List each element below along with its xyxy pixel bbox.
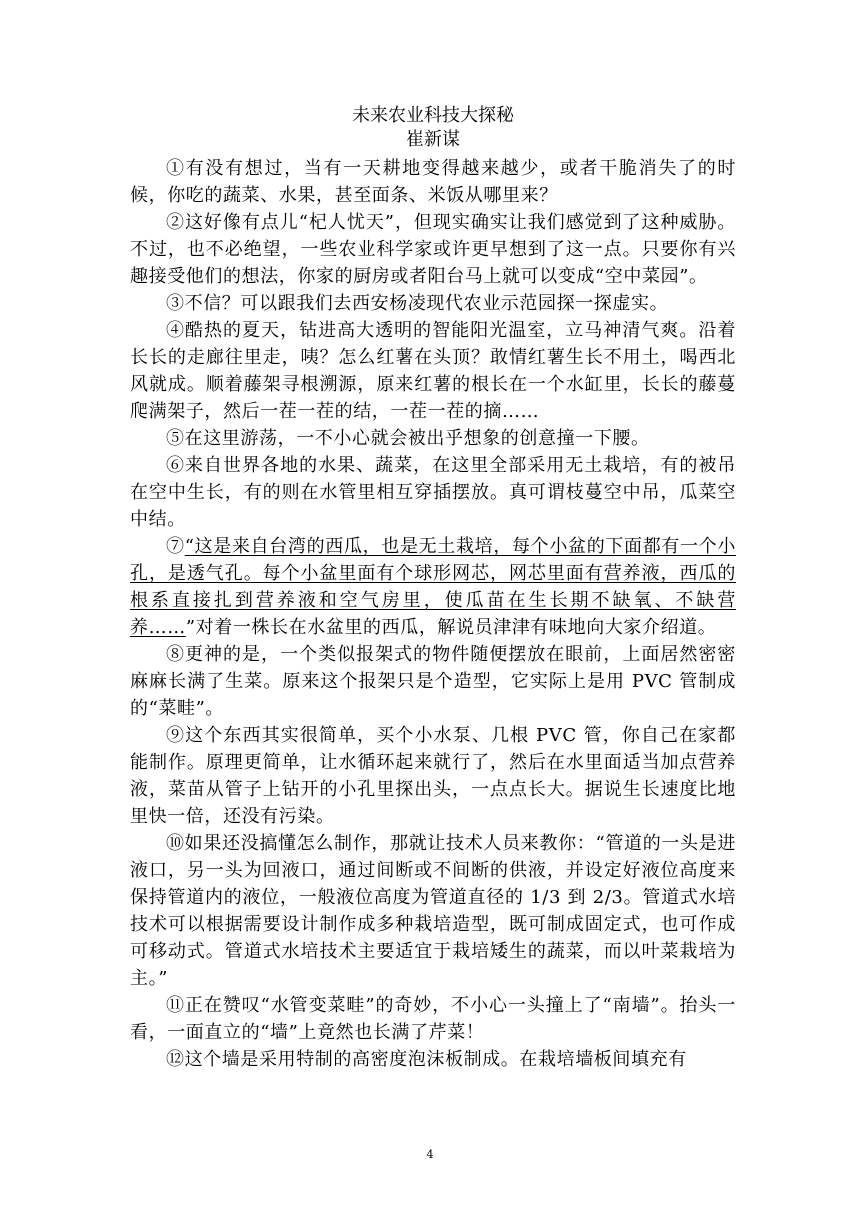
- paragraph-3: ③不信？可以跟我们去西安杨凌现代农业示范园探一探虚实。: [166, 293, 669, 314]
- paragraph-6: ⑥来自世界各地的水果、蔬菜，在这里全部采用无土栽培，有的被吊在空中生长，有的则在水管里相互穿插摆放。真可谓枝蔓空中吊，瓜菜空中结。: [130, 455, 736, 530]
- paragraph-7: [130, 533, 736, 641]
- paragraph-5: ⑤在这里游荡，一不小心就会被出乎想象的创意撞一下腰。: [166, 428, 650, 449]
- page-number: 4: [426, 1148, 434, 1161]
- article-author: 崔新谋: [406, 129, 460, 150]
- paragraph-7-rest: ”对着一株长在水盆里的西瓜，解说员津津有味地向大家介绍道。: [185, 617, 717, 638]
- article-title: 未来农业科技大探秘: [352, 105, 514, 126]
- paragraph-8: ⑧更神的是，一个类似报架式的物件随便摆放在眼前，上面居然密密麻麻长满了生菜。原来这个报架只是个造型，它实际上是用 PVC 管制成的“菜畦”。: [130, 644, 736, 719]
- paragraph-4: ④酷热的夏天，钻进高大透明的智能阳光温室，立马神清气爽。沿着长长的走廊往里走，咦？怎么红薯在头顶？敢情红薯生长不用土，喝西北风就成。顺着藤架寻根溯源，原来红薯的根长在一个水缸里，长长的藤蔓爬满架子，然后一茬一茬的结，一茬一茬的摘……: [130, 320, 736, 422]
- paragraph-1: ①有没有想过，当有一天耕地变得越来越少，或者干脆消失了的时候，你吃的蔬菜、水果，甚至面条、米饭从哪里来？: [130, 158, 736, 206]
- paragraph-7-number: ⑦: [166, 536, 185, 557]
- paragraph-7-underlined-quote: “这是来自台湾的西瓜，也是无土栽培，每个小盆的下面都有一个小孔，是透气孔。每个小盆里面有个球形网芯，网芯里面有营养液，西瓜的根系直接扎到营养液和空气房里，使瓜苗在生长期不缺氧、不缺营养……: [130, 536, 737, 638]
- paragraph-10: ⑩如果还没搞懂怎么制作，那就让技术人员来教你：“管道的一头是进液口，另一头为回液口，通过间断或不间断的供液，并设定好液位高度来保持管道内的液位，一般液位高度为管道直径的 1/3 到 2/3。管道式水培技术可以根据需要设计制作成多种栽培造型，既可制成固定式，也可作成可移动式。管道式水培技术主要适宜于栽培矮生的蔬菜，而以叶菜栽培为主。”: [130, 833, 736, 989]
- paragraph-11: ⑪正在赞叹“水管变菜畦”的奇妙，不小心一头撞上了“南墙”。抬头一看，一面直立的“墙”上竟然也长满了芹菜！: [130, 995, 736, 1043]
- paragraph-2: ②这好像有点儿“杞人忧天”，但现实确实让我们感觉到了这种威胁。不过，也不必绝望，一些农业科学家或许更早想到了这一点。只要你有兴趣接受他们的想法，你家的厨房或者阳台马上就可以变成“空中菜园”。: [130, 212, 736, 287]
- document-body: [130, 104, 736, 1073]
- paragraph-9: ⑨这个东西其实很简单，买个小水泵、几根 PVC 管，你自己在家都能制作。原理更简单，让水循环起来就行了，然后在水里面适当加点营养液，菜苗从管子上钻开的小孔里探出头，一点点长大。据说生长速度比地里快一倍，还没有污染。: [130, 725, 736, 827]
- paragraph-12: ⑫这个墙是采用特制的高密度泡沫板制成。在栽培墙板间填充有: [166, 1049, 687, 1070]
